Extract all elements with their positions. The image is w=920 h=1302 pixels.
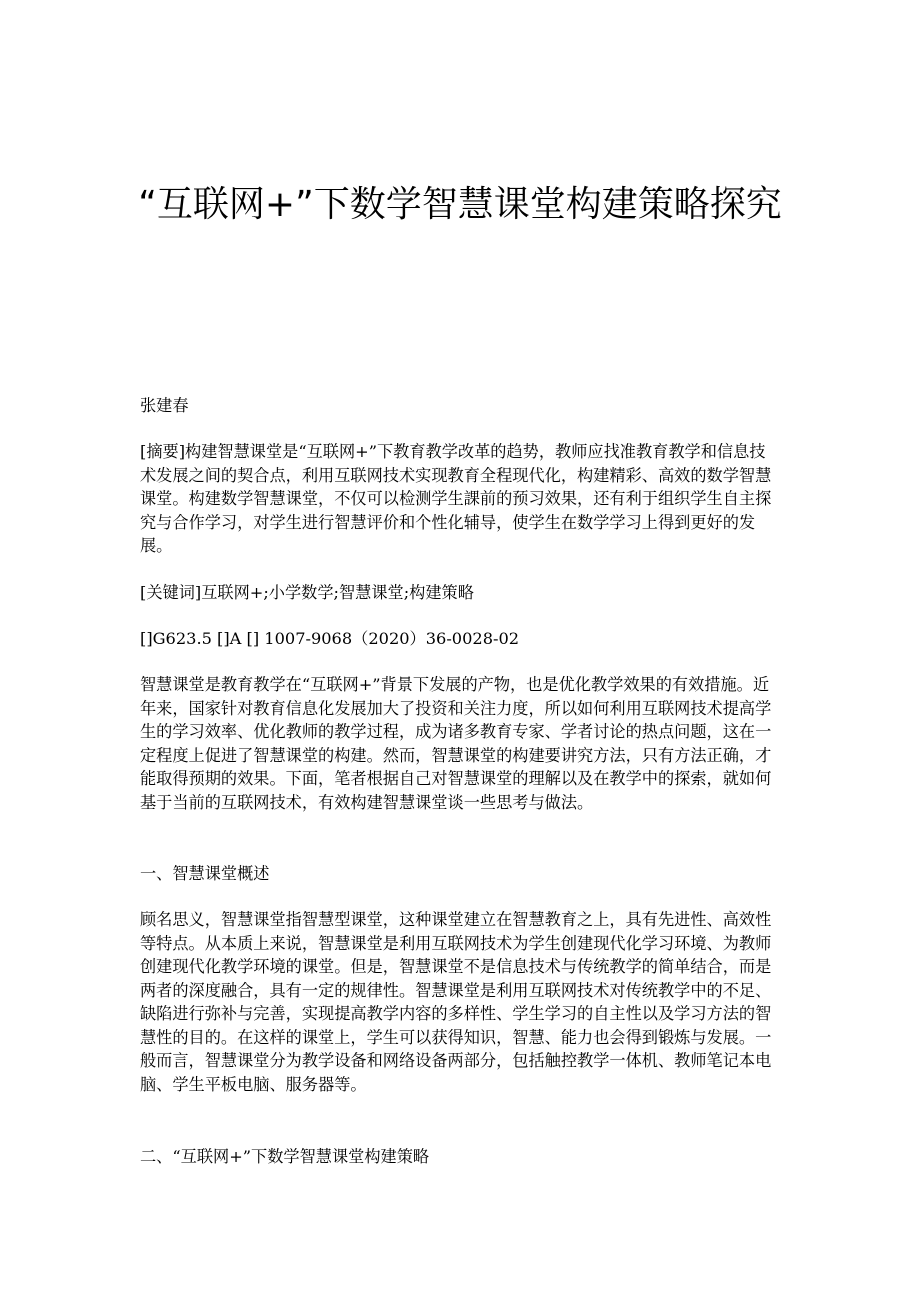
keywords-line: [关键词]互联网+;小学数学;智慧课堂;构建策略	[140, 583, 474, 602]
section-heading-2: 二、“互联网+”下数学智慧课堂构建策略	[140, 1147, 430, 1166]
author-name: 张建春	[140, 396, 189, 415]
classification-line: []G623.5 []A [] 1007-9068（2020）36-0028-02	[140, 629, 520, 648]
section-heading-1: 一、智慧课堂概述	[140, 864, 270, 883]
intro-paragraph: 智慧课堂是教育教学在“互联网+”背景下发展的产物，也是优化教学效果的有效措施。近年来，国家针对教育信息化发展加大了投资和关注力度，所以如何利用互联网技术提高学生的学习效率、优化教师的教学过程，成为诸多教育专家、学者讨论的热点问题，这在一定程度上促进了智慧课堂的构建。然而，智慧课堂的构建要讲究方法，只有方法正确，才能取得预期的效果。下面，笔者根据自己对智慧课堂的理解以及在教学中的探索，就如何基于当前的互联网技术，有效构建智慧课堂谈一些思考与做法。	[140, 675, 772, 812]
document-title: “互联网+”下数学智慧课堂构建策略探究	[138, 184, 782, 225]
section-1-paragraph: 顾名思义，智慧课堂指智慧型课堂，这种课堂建立在智慧教育之上，具有先进性、高效性等特点。从本质上来说，智慧课堂是利用互联网技术为学生创建现代化学习环境、为教师创建现代化教学环境的课堂。但是，智慧课堂不是信息技术与传统教学的简单结合，而是两者的深度融合，具有一定的规律性。智慧课堂是利用互联网技术对传统教学中的不足、缺陷进行弥补与完善，实现提高教学内容的多样性、学生学习的自主性以及学习方法的智慧性的目的。在这样的课堂上，学生可以获得知识，智慧、能力也会得到锻炼与发展。一般而言，智慧课堂分为教学设备和网络设备两部分，包括触控教学一体机、教师笔记本电脑、学生平板电脑、服务器等。	[140, 910, 772, 1094]
abstract-paragraph: [摘要]构建智慧课堂是“互联网+”下教育教学改革的趋势，教师应找准教育教学和信息技术发展之间的契合点，利用互联网技术实现教育全程现代化，构建精彩、高效的数学智慧课堂。构建数学智慧课堂，不仅可以检测学生課前的预习效果，还有利于组织学生自主探究与合作学习，对学生进行智慧评价和个性化辅导，使学生在数学学习上得到更好的发展。	[140, 442, 772, 555]
